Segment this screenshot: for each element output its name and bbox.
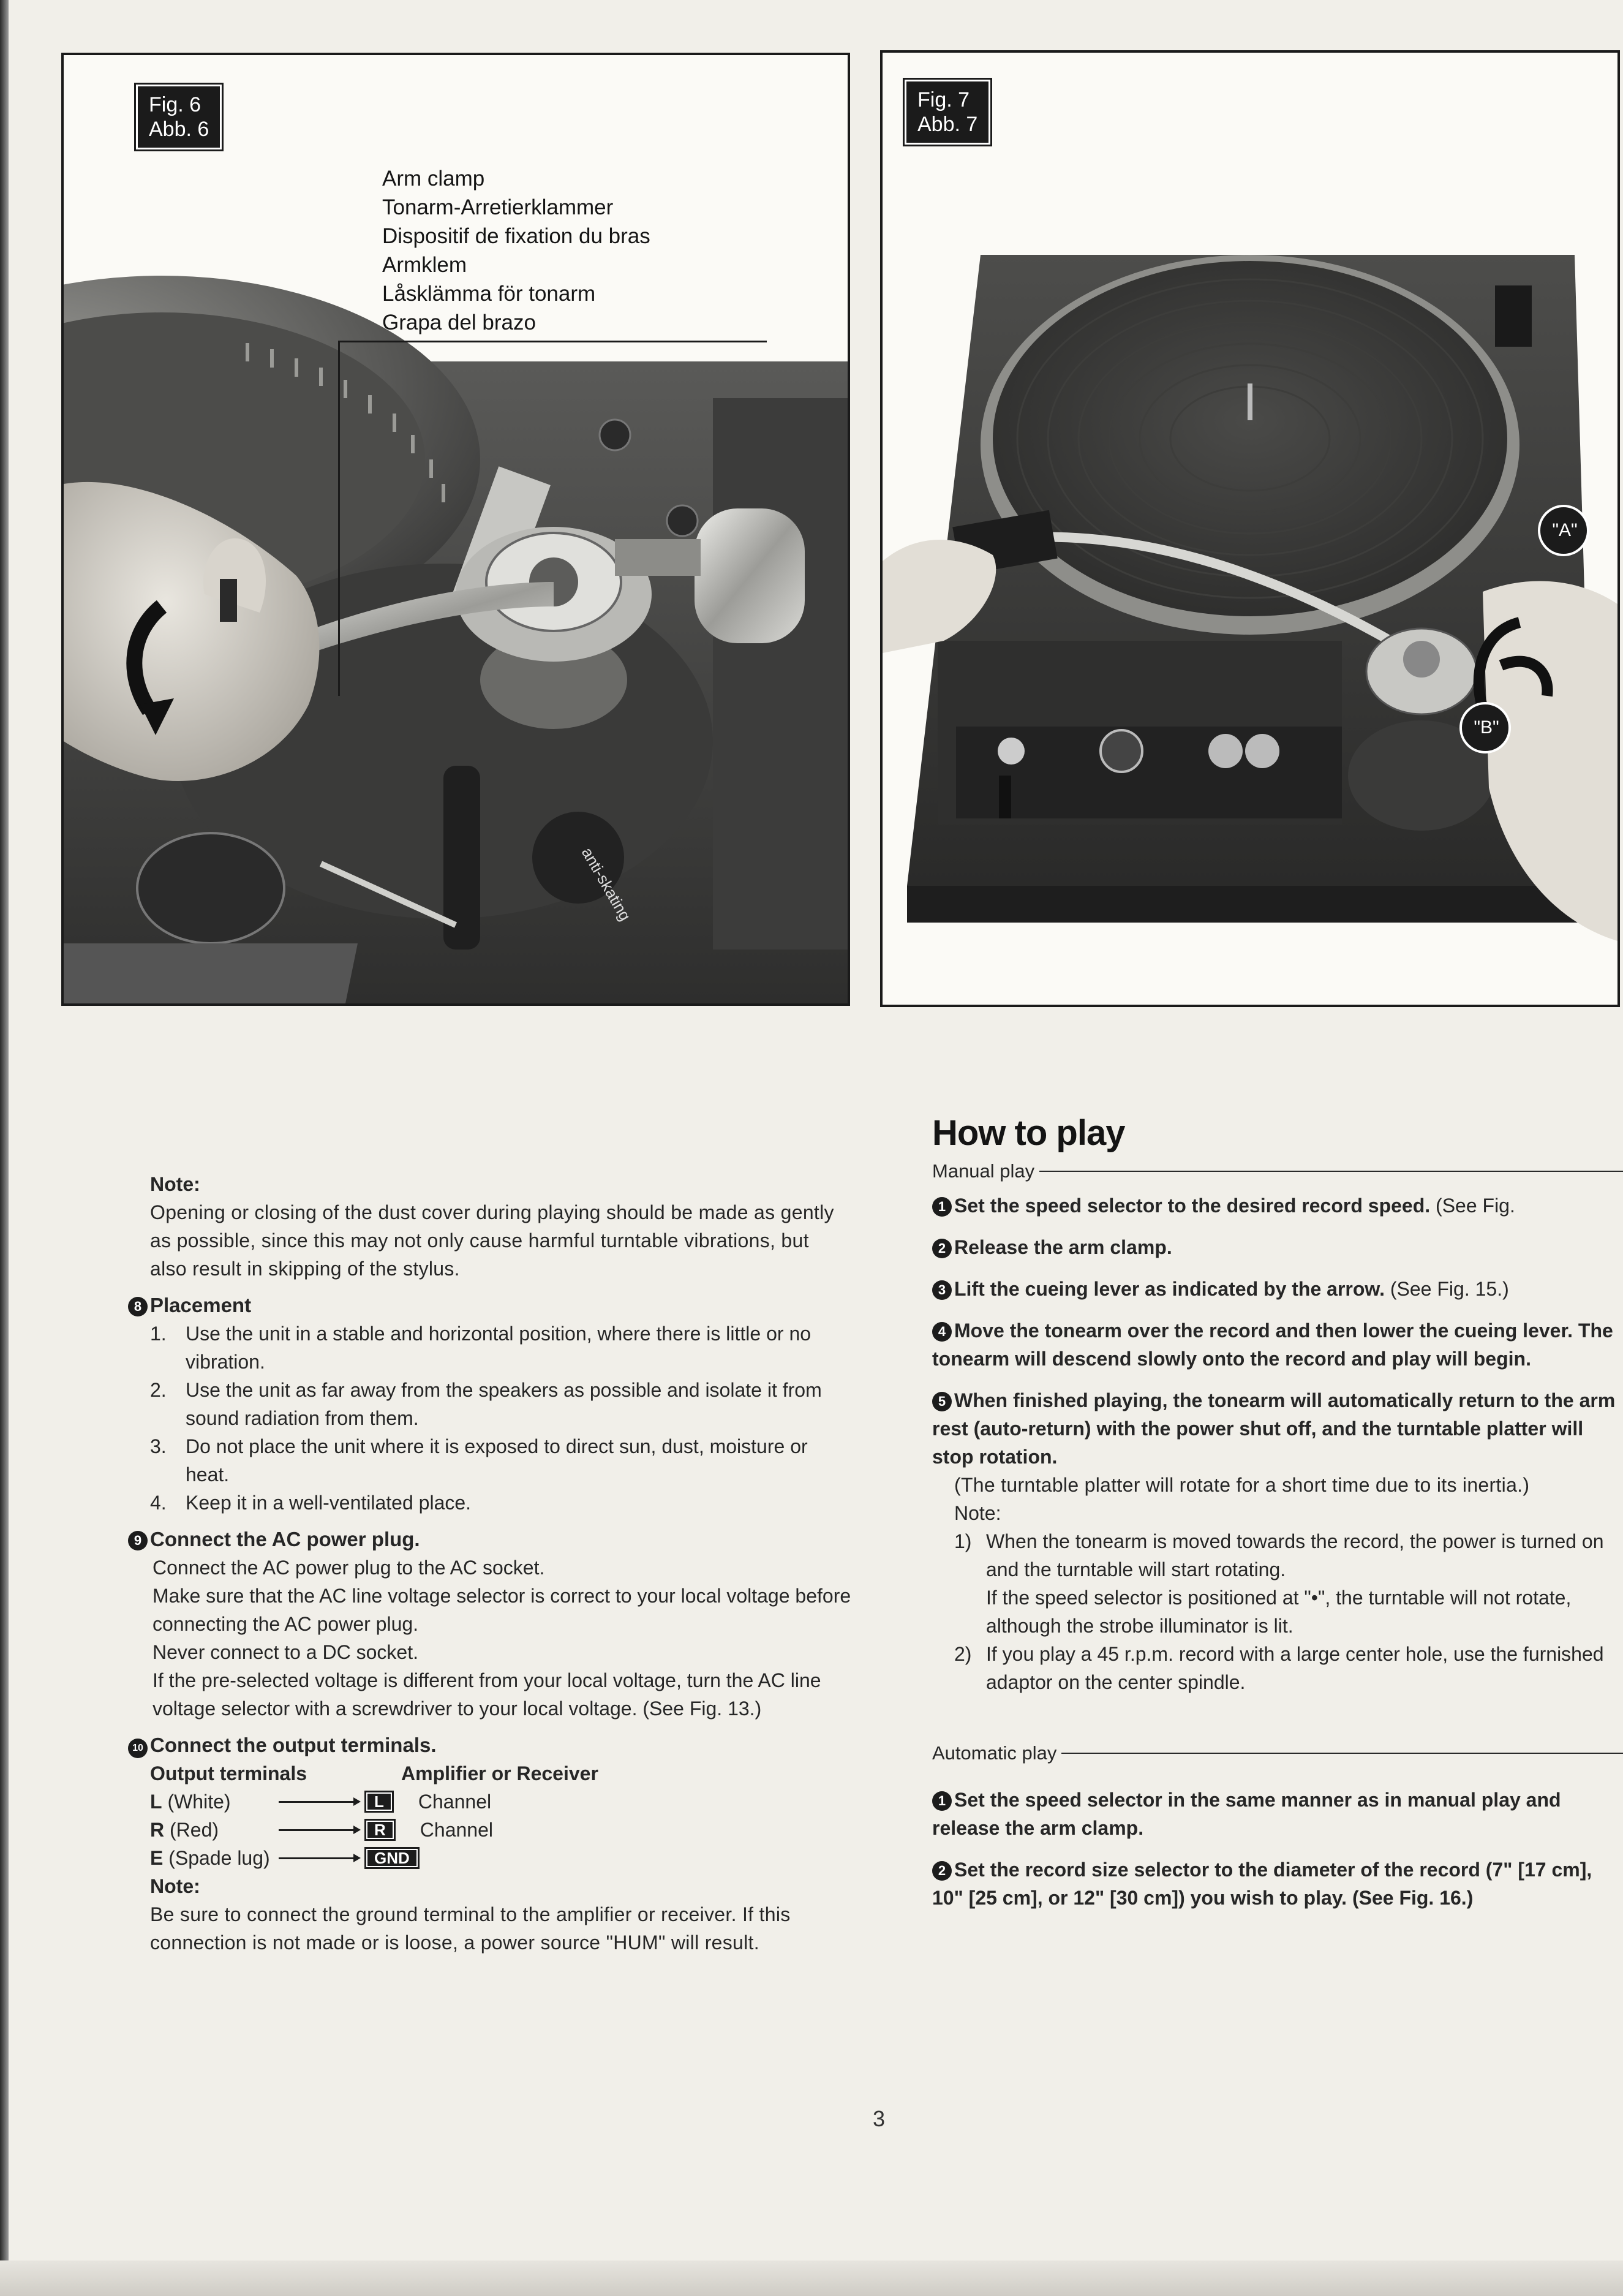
heading-rule: [1039, 1171, 1623, 1172]
step-number-icon: 1: [932, 1197, 952, 1217]
leader-line-horizontal: [338, 341, 767, 342]
output-title: Connect the output terminals.: [150, 1734, 437, 1756]
step-text: When finished playing, the tonearm will automatically return to the arm rest (auto-return) with the power shut off, and the turntable platter will stop rotation.: [932, 1389, 1616, 1468]
abb-6-label: Abb. 6: [149, 118, 209, 141]
play-notes-list: [932, 1527, 1623, 1696]
note-text: If you play a 45 r.p.m. record with a large center hole, use the furnished adaptor on the center spindle.: [986, 1643, 1604, 1693]
list-item: [954, 1640, 1623, 1696]
arm-clamp-labels: [382, 164, 650, 337]
manual-step: [932, 1316, 1623, 1373]
placement-title: Placement: [150, 1294, 252, 1316]
item-text: Use the unit in a stable and horizontal position, where there is little or no vibration.: [186, 1323, 812, 1373]
power-heading: [128, 1525, 879, 1554]
label-french: Dispositif de fixation du bras: [382, 224, 650, 248]
list-item: [954, 1527, 1623, 1640]
item-text: Do not place the unit where it is exposed to direct sun, dust, moisture or heat.: [186, 1435, 808, 1486]
step-number-icon: 9: [128, 1531, 148, 1550]
scan-edge: [0, 0, 9, 2296]
step-number-icon: 10: [128, 1739, 148, 1758]
step-text: Set the speed selector to the desired record speed.: [954, 1195, 1431, 1217]
marker-b: "B": [1474, 717, 1499, 738]
svg-text:anti-skating: anti-skating: [578, 844, 635, 924]
step-text: Lift the cueing lever as indicated by the arrow.: [954, 1278, 1385, 1300]
step-text: Release the arm clamp.: [954, 1236, 1172, 1258]
item-number: 2.: [150, 1379, 167, 1401]
terminal-letter: L: [150, 1791, 162, 1813]
output-table-header: [150, 1759, 879, 1788]
power-instructions: [150, 1554, 863, 1723]
terminal-cell: [150, 1816, 279, 1844]
fig-7-badge: [905, 80, 990, 145]
heading-rule: [1061, 1753, 1623, 1754]
note-number: 1): [954, 1530, 972, 1552]
table-row: [150, 1816, 879, 1844]
label-spanish: Grapa del brazo: [382, 311, 536, 334]
power-title: Connect the AC power plug.: [150, 1528, 420, 1550]
item-number: 1.: [150, 1323, 167, 1345]
power-line: If the pre-selected voltage is different from your local voltage, turn the AC line voltage selector with a screwdriver to your local voltage. (See Fig. 13.): [153, 1669, 821, 1720]
power-line: Connect the AC power plug to the AC socket.: [153, 1557, 545, 1579]
channel-label: Channel: [418, 1791, 492, 1813]
step-number-icon: 5: [932, 1392, 952, 1411]
step-text: Move the tonearm over the record and then lower the cueing lever. The tonearm will descend slowly onto the record and play will begin.: [932, 1320, 1613, 1370]
placement-list: [150, 1320, 854, 1517]
item-number: 4.: [150, 1492, 167, 1514]
fig-6-label: Fig. 6: [149, 93, 201, 116]
note-number: 2): [954, 1643, 972, 1665]
list-item: [150, 1376, 854, 1432]
dust-cover-note-text: Opening or closing of the dust cover during playing should be made as gently as possible, since this may not only cause harmful turntable vibrations, but also result in skipping of the stylus.: [150, 1201, 834, 1280]
terminal-letter: E: [150, 1847, 164, 1869]
manual-step: [932, 1275, 1623, 1303]
right-text-column: [932, 1112, 1623, 1925]
fig-7-label: Fig. 7: [917, 88, 970, 111]
abb-7-label: Abb. 7: [917, 113, 978, 136]
label-swedish: Låsklämma för tonarm: [382, 282, 596, 306]
manual-play-heading: [932, 1157, 1623, 1185]
placement-heading: [128, 1291, 879, 1320]
automatic-play-heading: [932, 1739, 1623, 1767]
step-text: Set the speed selector in the same manner as in manual play and release the arm clamp.: [932, 1789, 1561, 1839]
step-number-icon: 1: [932, 1791, 952, 1811]
scan-bottom-edge: [0, 2260, 1623, 2296]
play-note-heading: Note:: [954, 1502, 1001, 1524]
terminal-color: (Spade lug): [168, 1847, 270, 1869]
leader-line-vertical: [338, 341, 340, 696]
amplifier-header: Amplifier or Receiver: [401, 1762, 598, 1784]
note-extra-text: If the speed selector is positioned at "•", the turntable will not rotate, although the strobe illuminator is lit.: [986, 1587, 1572, 1637]
auto-step: [932, 1786, 1623, 1842]
step-number-icon: 8: [128, 1297, 148, 1316]
arrow-icon: [279, 1857, 358, 1859]
dust-cover-note-heading: Note:: [150, 1173, 200, 1195]
list-item: [150, 1489, 854, 1517]
note-text: When the tonearm is moved towards the record, the power is turned on and the turntable will start rotating.: [986, 1530, 1604, 1580]
output-terminals-header: Output terminals: [150, 1762, 307, 1784]
step-text: Set the record size selector to the diameter of the record (7" [17 cm], 10" [25 cm], or 12" [30 cm]) you wish to play. (See Fig. 16.): [932, 1859, 1592, 1909]
ground-note-text: Be sure to connect the ground terminal to the amplifier or receiver. If this connection is not made or is loose, a power source "HUM" will result.: [150, 1903, 791, 1954]
label-english: Arm clamp: [382, 167, 485, 191]
arrow-icon: [279, 1829, 358, 1831]
step-number-icon: 2: [932, 1861, 952, 1881]
item-number: 3.: [150, 1435, 167, 1457]
step-number-icon: 4: [932, 1322, 952, 1342]
left-text-column: [132, 1170, 879, 1957]
step-reference: (See Fig.: [1430, 1195, 1515, 1217]
step-number-icon: 3: [932, 1280, 952, 1300]
terminal-letter: R: [150, 1819, 165, 1841]
list-item: [150, 1320, 854, 1376]
fig-6-badge: [136, 85, 222, 149]
table-row: [150, 1788, 879, 1816]
automatic-play-label: Automatic play: [932, 1742, 1057, 1764]
channel-chip: R: [364, 1819, 396, 1841]
arrow-icon: [279, 1801, 358, 1803]
item-text: Keep it in a well-ventilated place.: [186, 1492, 472, 1514]
figure-6-panel: [61, 53, 850, 1006]
auto-step: [932, 1856, 1623, 1912]
manual-play-label: Manual play: [932, 1160, 1035, 1182]
list-item: [150, 1432, 854, 1489]
page-title: How to play: [932, 1113, 1125, 1153]
inertia-text: (The turntable platter will rotate for a short time due to its inertia.): [954, 1474, 1530, 1496]
table-row: [150, 1844, 879, 1872]
manual-step: [932, 1386, 1623, 1471]
power-line: Make sure that the AC line voltage selector is correct to your local voltage before connecting the AC power plug.: [153, 1585, 851, 1635]
step-reference: (See Fig. 15.): [1384, 1278, 1509, 1300]
power-line: Never connect to a DC socket.: [153, 1641, 418, 1663]
manual-step: [932, 1191, 1623, 1220]
terminal-cell: [150, 1788, 279, 1816]
step-number-icon: 2: [932, 1239, 952, 1258]
output-heading: [128, 1731, 879, 1759]
ground-note-heading: Note:: [150, 1875, 200, 1897]
label-german: Tonarm-Arretierklammer: [382, 195, 614, 219]
item-text: Use the unit as far away from the speakers as possible and isolate it from sound radiation from them.: [186, 1379, 822, 1429]
figure-7-panel: [880, 50, 1620, 1007]
ground-chip: GND: [364, 1847, 420, 1869]
manual-step: [932, 1233, 1623, 1261]
channel-chip: L: [364, 1791, 394, 1813]
channel-label: Channel: [420, 1819, 493, 1841]
turntable-photo: [883, 53, 1617, 1005]
page-number: 3: [873, 2106, 886, 2131]
label-dutch: Armklem: [382, 253, 467, 277]
terminal-color: (White): [167, 1791, 231, 1813]
marker-a: "A": [1552, 520, 1578, 540]
terminal-cell: [150, 1844, 279, 1872]
terminal-color: (Red): [170, 1819, 219, 1841]
